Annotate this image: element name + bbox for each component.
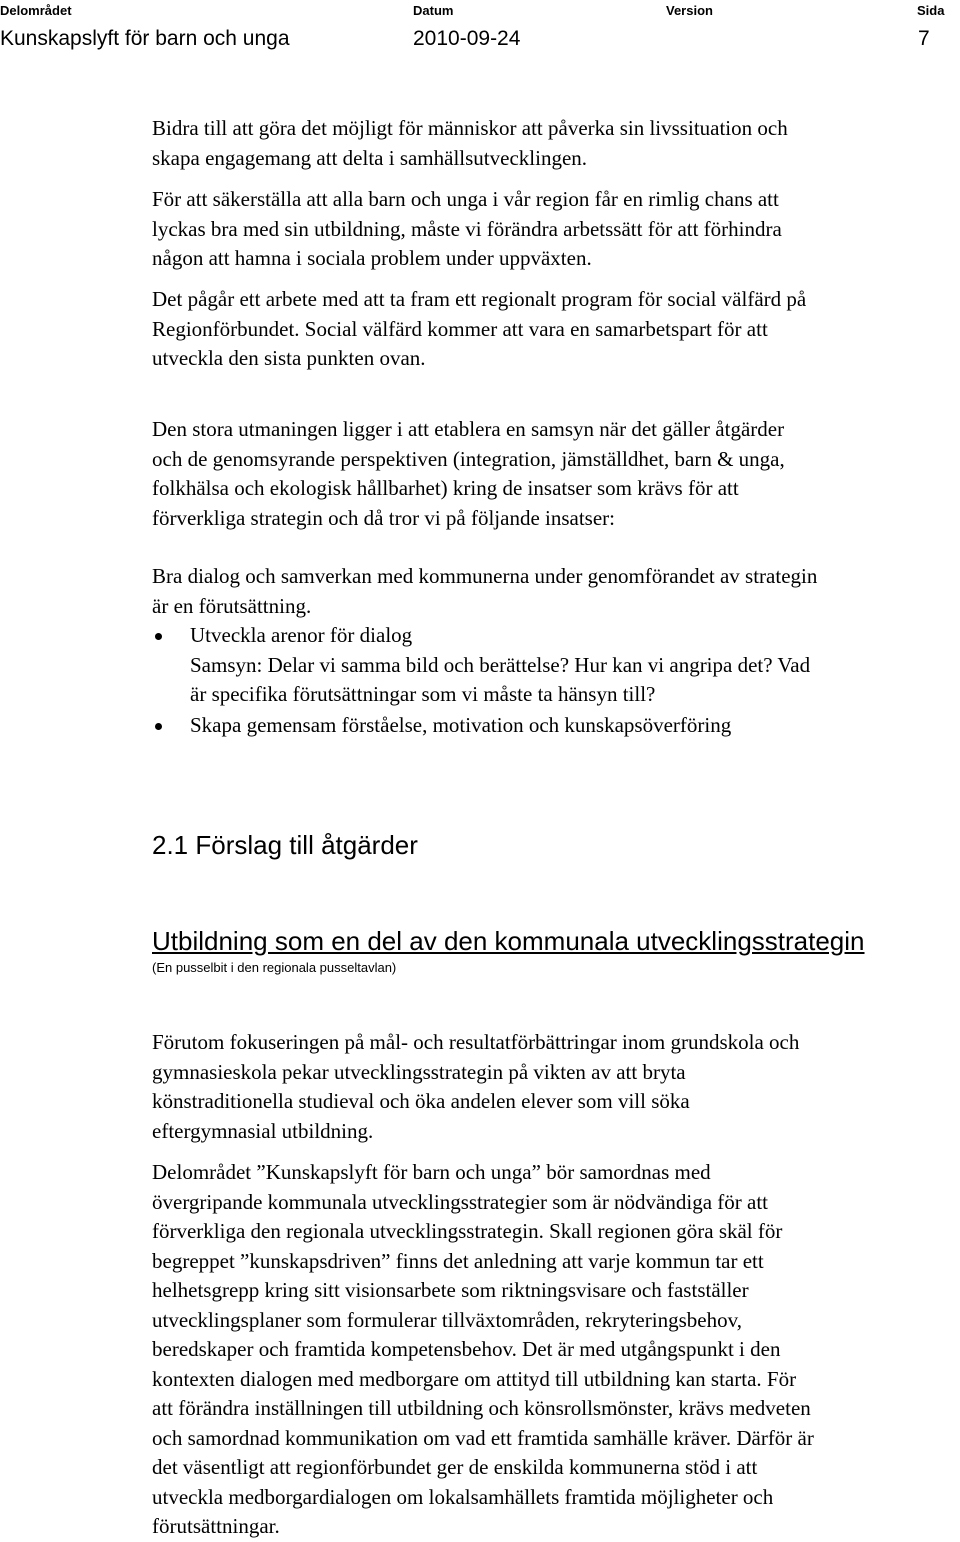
text-line: gymnasieskola pekar utvecklingsstrategin på vikten av att bryta <box>152 1059 686 1084</box>
bullet-icon <box>155 723 162 730</box>
text-line: är en förutsättning. <box>152 593 312 618</box>
header-label-area: Delområdet <box>0 3 72 18</box>
paragraph-5 <box>152 562 952 621</box>
text-line: Samsyn: Delar vi samma bild och berättelse? Hur kan vi angripa det? Vad <box>190 652 811 677</box>
text-line: Bidra till att göra det möjligt för människor att påverka sin livssituation och <box>152 116 788 140</box>
header-page-number: 7 <box>918 27 930 50</box>
text-line: begreppet ”kunskapsdriven” finns det anledning att varje kommun tar ett <box>152 1248 764 1273</box>
paragraph-2 <box>152 185 952 274</box>
text-line: Den stora utmaningen ligger i att etablera en samsyn när det gäller åtgärder <box>152 417 785 441</box>
bullet-icon <box>155 633 162 640</box>
text-line: förverkliga den regionala utvecklingsstrategin. Skall regionen göra skäl för <box>152 1219 783 1243</box>
text-line: Regionförbundet. Social välfärd kommer att vara en samarbetspart för att <box>152 316 768 341</box>
subheading: Utbildning som en del av den kommunala utvecklingsstrategin <box>152 926 865 956</box>
text-line: Utveckla arenor för dialog <box>190 623 413 647</box>
text-line: Det pågår ett arbete med att ta fram ett regionalt program för social välfärd på <box>152 287 807 311</box>
text-line: beredskaper och framtida kompetensbehov. Det är med utgångspunkt i den <box>152 1337 781 1361</box>
section-heading: 2.1 Förslag till åtgärder <box>152 830 418 860</box>
text-line: Delområdet ”Kunskapslyft för barn och unga” bör samordnas med <box>152 1160 711 1184</box>
bullet-item-1 <box>190 621 960 710</box>
text-line: kontexten dialogen med medborgare om attityd till utbildning kan starta. För <box>152 1366 797 1391</box>
subheading-note: (En pusselbit i den regionala pusseltavlan) <box>152 960 397 975</box>
text-line: könstraditionella studieval och öka andelen elever som vill söka <box>152 1089 690 1113</box>
paragraph-6 <box>152 1028 952 1146</box>
paragraph-4 <box>152 415 952 533</box>
paragraph-3 <box>152 285 952 374</box>
text-line: skapa engagemang att delta i samhällsutvecklingen. <box>152 145 588 170</box>
text-line: och de genomsyrande perspektiven (integration, jämställdhet, barn & unga, <box>152 446 785 471</box>
text-line: Förutom fokuseringen på mål- och resultatförbättringar inom grundskola och <box>152 1030 800 1054</box>
text-line: helhetsgrepp kring sitt visionsarbete som riktningsvisare och fastställer <box>152 1278 749 1302</box>
text-line: utvecklingsplaner som formulerar tillväxtområden, rekryteringsbehov, <box>152 1307 742 1332</box>
text-line: Skapa gemensam förståelse, motivation och kunskapsöverföring <box>190 713 732 737</box>
bullet-item-2 <box>190 711 960 741</box>
header-label-date: Datum <box>413 3 454 18</box>
header-date-value: 2010-09-24 <box>413 27 521 50</box>
text-line: Bra dialog och samverkan med kommunerna under genomförandet av strategin <box>152 564 818 588</box>
text-line: lyckas bra med sin utbildning, måste vi förändra arbetssätt för att förhindra <box>152 216 782 241</box>
text-line: folkhälsa och ekologisk hållbarhet) kring de insatser som krävs för att <box>152 476 739 500</box>
text-line: är specifika förutsättningar som vi måste ta hänsyn till? <box>190 682 656 706</box>
text-line: eftergymnasial utbildning. <box>152 1118 374 1143</box>
text-line: förverkliga strategin och då tror vi på följande insatser: <box>152 505 616 530</box>
text-line: För att säkerställa att alla barn och unga i vår region får en rimlig chans att <box>152 187 779 211</box>
header-label-page: Sida <box>917 3 945 18</box>
text-line: och samordnad kommunikation om vad ett framtida samhälle kräver. Därför är <box>152 1425 814 1450</box>
text-line: någon att hamna i sociala problem under uppväxten. <box>152 246 592 270</box>
text-line: övergripande kommunala utvecklingsstrategier som är nödvändiga för att <box>152 1189 769 1214</box>
text-line: det väsentligt att regionförbundet ger de enskilda kommunerna stöd i att <box>152 1455 758 1479</box>
paragraph-1 <box>152 114 952 173</box>
text-line: utveckla medborgardialogen om lokalsamhällets framtida möjligheter och <box>152 1484 774 1509</box>
text-line: att förändra inställningen till utbildning och könsrollsmönster, krävs medveten <box>152 1396 811 1420</box>
paragraph-7 <box>152 1158 952 1542</box>
text-line: förutsättningar. <box>152 1514 280 1538</box>
header-area-value: Kunskapslyft för barn och unga <box>0 27 290 50</box>
header-label-version: Version <box>666 3 713 18</box>
text-line: utveckla den sista punkten ovan. <box>152 346 426 370</box>
